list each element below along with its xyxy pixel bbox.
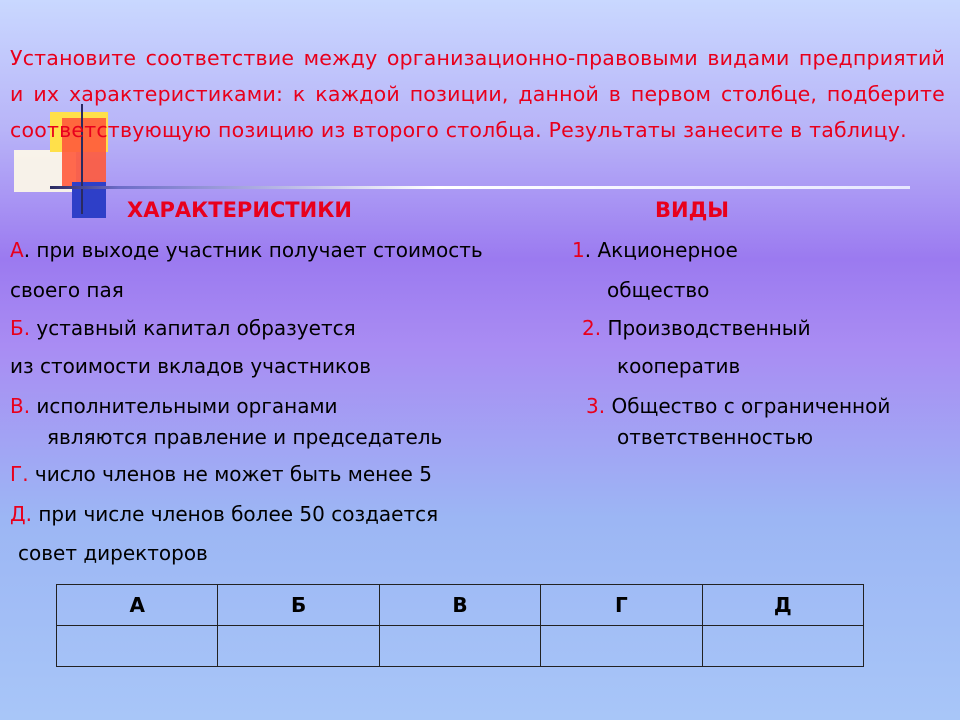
answer-table [56,584,864,667]
characteristic-a-text: при выходе участник получает стоимость [30,238,483,262]
characteristic-v-letter: В. [10,394,31,418]
characteristic-d-text: при числе членов более 50 создается [31,502,439,526]
type-3-text: Общество с ограниченной [605,394,891,418]
answer-cell-a[interactable] [57,626,218,667]
type-2-line2: кооператив [617,354,741,378]
characteristic-a-letter: А [10,238,24,262]
characteristic-b-letter: Б. [10,316,31,340]
task-instructions: Установите соответствие между организационно-правовыми видами предприятий и их характеристиками: к каждой позиции, данной в первом столбце, подберите соответствующую позицию из второго столбца. Результаты занесите в таблицу. [10,46,945,142]
characteristic-b-text: уставный капитал образуется [30,316,356,340]
characteristic-b-line2: из стоимости вкладов участников [10,354,372,378]
type-3-number: 3. [586,394,606,418]
divider-line [50,186,910,189]
type-2-number: 2. [582,316,602,340]
answer-table-header-row [57,585,864,626]
type-1-text: Акционерное [591,238,738,262]
answer-header-b: Б [218,585,379,626]
type-1-number: 1 [572,238,585,262]
answer-header-v: В [379,585,540,626]
answer-header-a: А [57,585,218,626]
characteristic-a [10,238,483,262]
answer-cell-g[interactable] [541,626,702,667]
answer-table-answer-row [57,626,864,667]
answer-cell-d[interactable] [702,626,863,667]
type-2 [582,316,811,340]
answer-header-g: Г [541,585,702,626]
characteristic-v-text: исполнительными органами [30,394,338,418]
characteristic-d-line2: совет директоров [18,541,208,565]
answer-header-d: Д [702,585,863,626]
type-3-line2: ответственностью [617,425,814,449]
characteristic-g-text: число членов не может быть менее 5 [28,462,432,486]
answer-cell-b[interactable] [218,626,379,667]
type-3 [586,394,890,418]
characteristic-a-sep: . [23,238,31,262]
characteristic-v-line2: являются правление и председатель [47,425,443,449]
characteristic-g [10,462,432,486]
type-2-text: Производственный [601,316,811,340]
characteristic-d [10,502,438,526]
type-1 [572,238,738,262]
characteristic-a-line2: своего пая [10,278,124,302]
type-1-line2: общество [607,278,710,302]
answer-cell-v[interactable] [379,626,540,667]
heading-types: ВИДЫ [655,198,730,222]
type-1-sep: . [584,238,592,262]
characteristic-v [10,394,338,418]
characteristic-d-letter: Д. [10,502,32,526]
heading-characteristics: ХАРАКТЕРИСТИКИ [127,198,352,222]
characteristic-g-letter: Г. [10,462,29,486]
characteristic-b [10,316,356,340]
